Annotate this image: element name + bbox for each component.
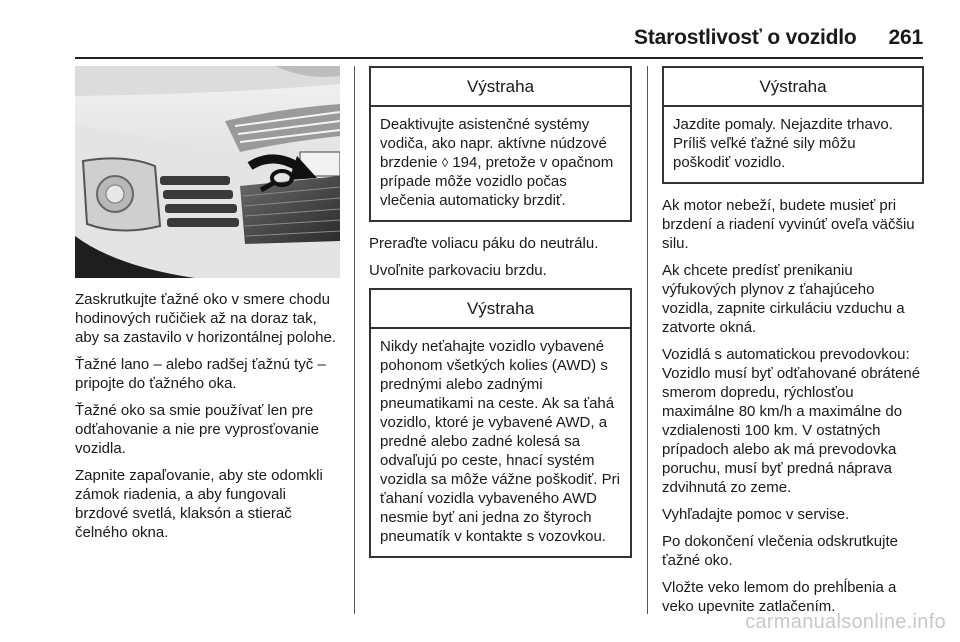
warning-title: Výstraha <box>371 68 630 107</box>
paragraph: Vložte veko lemom do prehĺbenia a veko upevnite zatlačením. <box>662 579 897 615</box>
warning-title: Výstraha <box>664 68 922 107</box>
paragraph: Ak chcete predísť prenikaniu výfukových plynov z ťahajúceho vozidla, zapnite cirkuláciu vzduchu a zatvorte okná. <box>662 262 905 336</box>
warning-box-assist-systems <box>369 66 632 222</box>
page-title: Starostlivosť o vozidlo <box>634 26 857 49</box>
column-divider-1 <box>354 66 355 614</box>
car-front-tow-eye-image <box>75 66 340 278</box>
paragraph: Vozidlá s automatickou prevodovkou: Vozidlo musí byť odťahované obrátené smerom dopredu, rýchlosťou maximálne 80 km/h a maximálne do vzdialenosti 100 km. V ostatných prípadoch alebo ak má prevodovka poruchu, musí byť predná náprava zdvihnutá zo zeme. <box>662 346 921 496</box>
warning-title: Výstraha <box>371 290 630 329</box>
paragraph: Zaskrutkujte ťažné oko v smere chodu hodinových ručičiek až na doraz tak, aby sa zastavilo v horizontálnej polohe. <box>75 291 336 346</box>
paragraph: Ťažné lano – alebo radšej ťažnú tyč – pripojte do ťažného oka. <box>75 356 326 392</box>
paragraph: Vyhľadajte pomoc v servise. <box>662 506 850 523</box>
warning-text <box>371 107 630 220</box>
warning-text-part: 194, pretože v opačnom prípade môže vozidlo počas vlečenia automaticky brzdiť. <box>380 154 614 209</box>
column-1 <box>75 290 343 550</box>
tow-eye-illustration <box>75 66 340 278</box>
watermark: carmanualsonline.info <box>745 611 946 633</box>
page-reference-icon[interactable]: ◊ <box>441 155 449 170</box>
page-number: 261 <box>888 26 923 49</box>
warning-box-drive-slowly <box>662 66 924 184</box>
paragraph: Ak motor nebeží, budete musieť pri brzdení a riadení vyvinúť oveľa väčšiu silu. <box>662 197 915 252</box>
warning-text: Nikdy neťahajte vozidlo vybavené pohonom všetkých kolies (AWD) s prednými alebo zadnými pneumatikami na ceste. Ak sa ťahá vozidlo, ktoré je vybavené AWD, a predné alebo zadné kolesá sa odvaľujú po ceste, hnací systém vozidla sa môže vážne poškodiť. Pri ťahaní vozidla vybaveného AWD nesmie byť ani jedna zo štyroch pneumatík v kontakte s vozovkou. <box>380 338 620 545</box>
paragraph: Po dokončení vlečenia odskrutkujte ťažné oko. <box>662 533 898 569</box>
column-2 <box>369 66 632 570</box>
warning-box-awd <box>369 288 632 558</box>
warning-text-part: Deaktivujte asistenčné systémy vodiča, ako napr. aktívne núdzové brzdenie <box>380 116 607 171</box>
column-divider-2 <box>647 66 648 614</box>
paragraph: Uvoľnite parkovaciu brzdu. <box>369 262 547 279</box>
warning-text: Jazdite pomaly. Nejazdite trhavo. Príliš veľké ťažné sily môžu poškodiť vozidlo. <box>673 116 893 171</box>
paragraph: Preraďte voliacu páku do neutrálu. <box>369 235 599 252</box>
paragraph: Ťažné oko sa smie používať len pre odťahovanie a nie pre vyprosťovanie vozidla. <box>75 402 319 457</box>
page-header <box>634 26 923 50</box>
header-rule <box>75 57 923 59</box>
paragraph: Zapnite zapaľovanie, aby ste odomkli zámok riadenia, a aby fungovali brzdové svetlá, klaksón a stierač čelného okna. <box>75 467 323 541</box>
column-3 <box>662 66 924 624</box>
